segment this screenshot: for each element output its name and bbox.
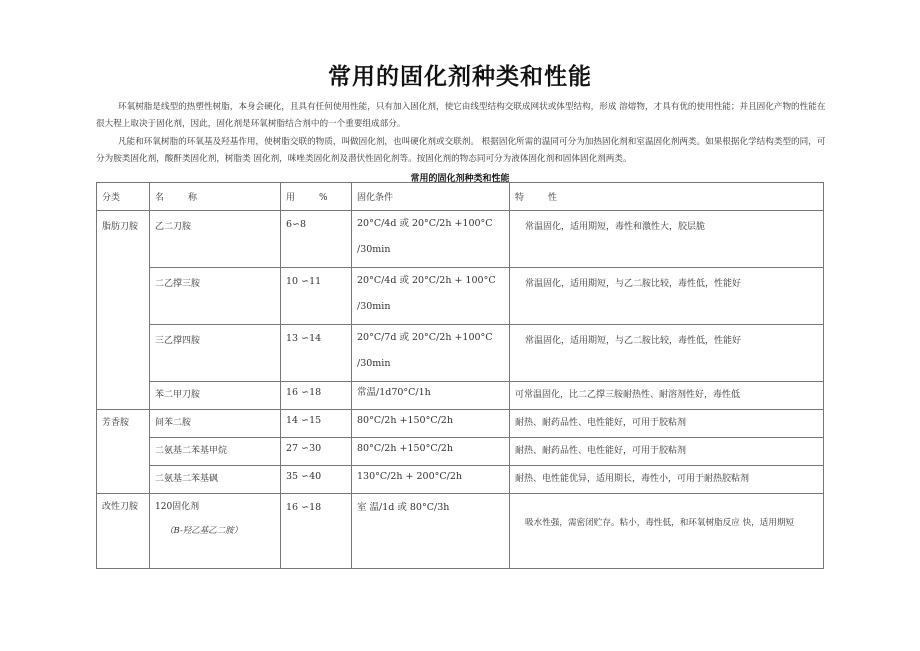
name-cell: 二氨基二苯基砜 — [150, 466, 281, 494]
intro-paragraph-1: 环氧树脂是线型的热塑性树脂，本身会硬化，且具有任何使用性能，只有加入固化剂，使它由线型结构交联成网状或体型结构，形成 溶熔物，才具有优的使用性能；并且固化产物的性能在很大程上取决于固化剂，因此，固化剂是环氧树脂结合剂中的一个重要组成部分。 — [96, 102, 826, 129]
condition-cell: 室 温/1d 或 80°C/3h — [352, 494, 510, 569]
dosage-cell: 35 ∽40 — [281, 466, 352, 494]
name-cell: 乙二刀胺 — [150, 211, 281, 268]
condition-cell: 常温/1d70°C/1h — [352, 382, 510, 410]
table-row — [97, 268, 824, 325]
name-cell — [150, 494, 281, 569]
name-cell: 三乙撑四胺 — [150, 325, 281, 382]
table-row — [97, 466, 824, 494]
table-row — [97, 438, 824, 466]
dosage-cell: 27 ∽30 — [281, 438, 352, 466]
page-title: 常用的固化剂种类和性能 — [328, 64, 592, 90]
table-row — [97, 410, 824, 438]
property-cell: 耐热、电性能优异，适用期长，毒性小，可用于耐热胶粘剂 — [510, 466, 824, 494]
name-cell: 苯二甲刀胺 — [150, 382, 281, 410]
header-property: 特 性 — [510, 183, 824, 211]
condition-line-2: /30min — [357, 358, 391, 369]
condition-cell — [352, 325, 510, 382]
name-cell: 间苯二胺 — [150, 410, 281, 438]
table-row — [97, 325, 824, 382]
curing-agent-table — [96, 182, 824, 569]
condition-cell: 130°C/2h + 200°C/2h — [352, 466, 510, 494]
condition-cell — [352, 211, 510, 268]
condition-cell: 80°C/2h +150°C/2h — [352, 438, 510, 466]
category-cell: 芳香胺 — [97, 410, 150, 494]
dosage-cell: 10 ∽11 — [281, 268, 352, 325]
table-header-row — [97, 183, 824, 211]
intro-paragraph-2: 凡能和环氧树脂的环氧基及羟基作用，使树脂交联的物质，叫做固化剂，也叫硬化剂或交联剂。 根据固化所需的温同可分为加热固化剂和室温固化剂两类。如果根据化学结构类型的同，可分为胺类固化剂，酸酐类固化剂，树脂类 固化剂，咪唑类固化剂及潜伏性固化剂等。按固化剂的物态同可分为液体固化剂和固体固化剂两类。 — [96, 137, 826, 164]
category-cell: 改性刀胺 — [97, 494, 150, 569]
property-cell: 常温固化，适用期短，与乙二胺比较，毒性低，性能好 — [510, 268, 824, 325]
dosage-cell: 13 ∽14 — [281, 325, 352, 382]
header-category: 分类 — [97, 183, 150, 211]
condition-line-1: 20°C/4d 或 20°C/2h +100°C — [357, 218, 493, 229]
condition-line-1: 20°C/4d 或 20°C/2h + 100°C — [357, 275, 496, 286]
property-cell: 吸水性强，需密闭贮存。粘小，毒性低，和环氧树脂反应 快，适用期短 — [510, 494, 824, 569]
property-cell: 耐热、耐药品性、电性能好，可用于胶粘剂 — [510, 410, 824, 438]
property-cell: 耐热、耐药品性、电性能好，可用于胶粘剂 — [510, 438, 824, 466]
table-caption: 常用的固化剂种类和性能 — [410, 174, 510, 184]
table-row — [97, 211, 824, 268]
header-condition: 固化条件 — [352, 183, 510, 211]
condition-cell: 80°C/2h +150°C/2h — [352, 410, 510, 438]
property-cell: 常温固化，适用期短，与乙二胺比较，毒性低，性能好 — [510, 325, 824, 382]
header-name: 名 称 — [150, 183, 281, 211]
category-cell: 脂肪刀胺 — [97, 211, 150, 410]
condition-line-2: /30min — [357, 244, 391, 255]
condition-line-2: /30min — [357, 301, 391, 312]
dosage-cell: 14 ∽15 — [281, 410, 352, 438]
table-row — [97, 494, 824, 569]
name-subtitle: （B-羟乙基乙二胺） — [165, 526, 243, 536]
property-cell: 可常温固化，比二乙撑三胺耐热性、耐溶剂性好，毒性低 — [510, 382, 824, 410]
name-cell: 二乙撑三胺 — [150, 268, 281, 325]
table-row — [97, 382, 824, 410]
dosage-cell: 16 ∽18 — [281, 382, 352, 410]
dosage-cell: 16 ∽18 — [281, 494, 352, 569]
property-cell: 常温固化，适用期短，毒性和激性大，胶层脆 — [510, 211, 824, 268]
condition-line-1: 20°C/7d 或 20°C/2h +100°C — [357, 332, 493, 343]
dosage-cell: 6∽8 — [281, 211, 352, 268]
header-dosage: 用 % — [281, 183, 352, 211]
name-cell: 二氨基二苯基甲烷 — [150, 438, 281, 466]
condition-cell — [352, 268, 510, 325]
name-main: 120固化剂 — [155, 502, 200, 512]
